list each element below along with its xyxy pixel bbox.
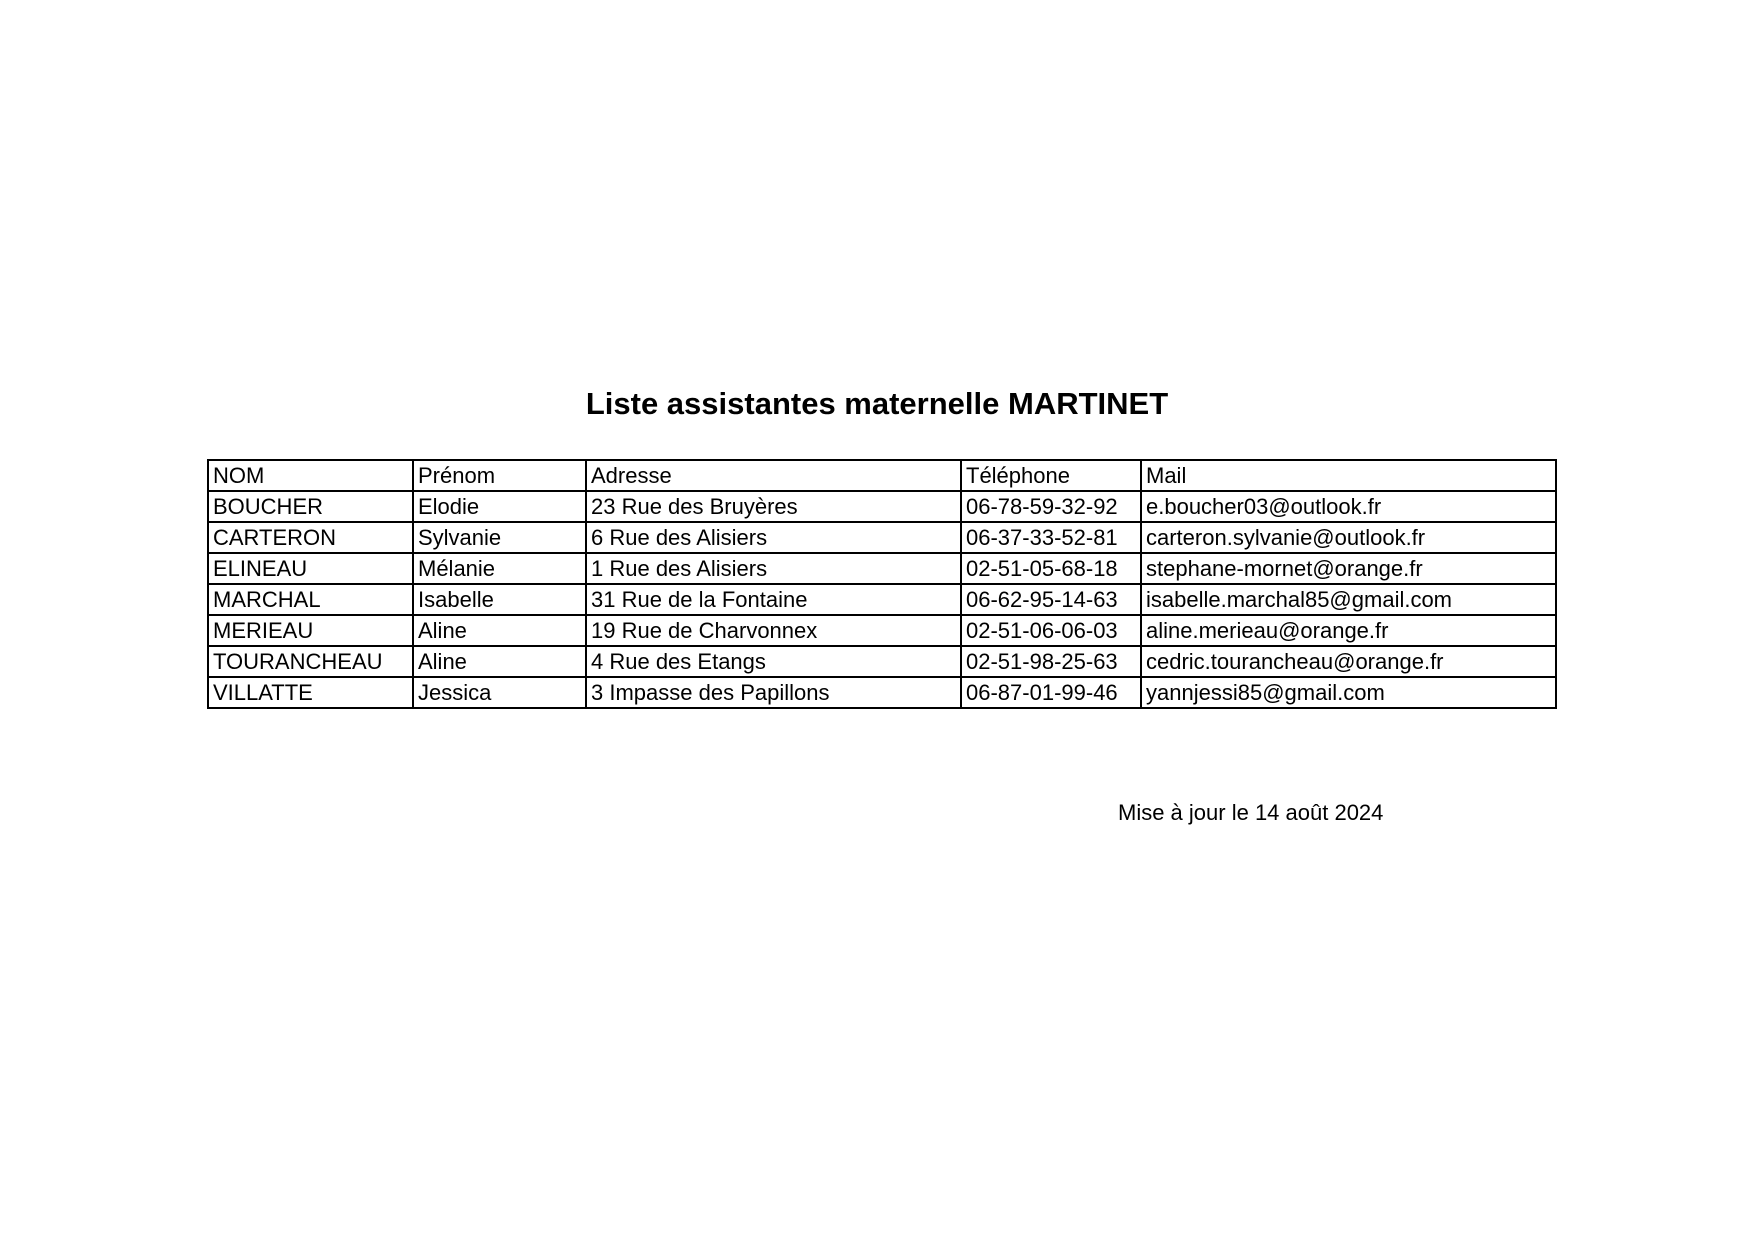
cell-nom: VILLATTE (208, 677, 413, 708)
table-row (208, 584, 1556, 615)
assistants-table (207, 459, 1557, 709)
cell-prenom: Elodie (413, 491, 586, 522)
table-row (208, 646, 1556, 677)
cell-mail: aline.merieau@orange.fr (1141, 615, 1556, 646)
page-title: Liste assistantes maternelle MARTINET (585, 386, 1169, 421)
cell-mail: stephane-mornet@orange.fr (1141, 553, 1556, 584)
cell-telephone: 06-87-01-99-46 (961, 677, 1141, 708)
cell-telephone: 02-51-98-25-63 (961, 646, 1141, 677)
cell-prenom: Aline (413, 646, 586, 677)
cell-nom: TOURANCHEAU (208, 646, 413, 677)
cell-adresse: 4 Rue des Etangs (586, 646, 961, 677)
cell-prenom: Isabelle (413, 584, 586, 615)
table-row (208, 522, 1556, 553)
cell-mail: isabelle.marchal85@gmail.com (1141, 584, 1556, 615)
header-nom: NOM (208, 460, 413, 491)
cell-nom: ELINEAU (208, 553, 413, 584)
table-row (208, 491, 1556, 522)
cell-nom: BOUCHER (208, 491, 413, 522)
cell-nom: MERIEAU (208, 615, 413, 646)
cell-mail: cedric.tourancheau@orange.fr (1141, 646, 1556, 677)
cell-prenom: Mélanie (413, 553, 586, 584)
cell-telephone: 02-51-06-06-03 (961, 615, 1141, 646)
last-updated-note: Mise à jour le 14 août 2024 (1118, 800, 1384, 825)
cell-adresse: 1 Rue des Alisiers (586, 553, 961, 584)
cell-prenom: Sylvanie (413, 522, 586, 553)
table-header-row (208, 460, 1556, 491)
cell-telephone: 06-78-59-32-92 (961, 491, 1141, 522)
cell-mail: carteron.sylvanie@outlook.fr (1141, 522, 1556, 553)
cell-telephone: 02-51-05-68-18 (961, 553, 1141, 584)
cell-prenom: Aline (413, 615, 586, 646)
cell-adresse: 23 Rue des Bruyères (586, 491, 961, 522)
table-row (208, 615, 1556, 646)
cell-telephone: 06-62-95-14-63 (961, 584, 1141, 615)
cell-adresse: 6 Rue des Alisiers (586, 522, 961, 553)
header-adresse: Adresse (586, 460, 961, 491)
cell-telephone: 06-37-33-52-81 (961, 522, 1141, 553)
cell-prenom: Jessica (413, 677, 586, 708)
header-prenom: Prénom (413, 460, 586, 491)
cell-adresse: 19 Rue de Charvonnex (586, 615, 961, 646)
table-row (208, 677, 1556, 708)
cell-adresse: 3 Impasse des Papillons (586, 677, 961, 708)
header-mail: Mail (1141, 460, 1556, 491)
header-telephone: Téléphone (961, 460, 1141, 491)
cell-nom: CARTERON (208, 522, 413, 553)
table-row (208, 553, 1556, 584)
cell-nom: MARCHAL (208, 584, 413, 615)
cell-mail: yannjessi85@gmail.com (1141, 677, 1556, 708)
cell-adresse: 31 Rue de la Fontaine (586, 584, 961, 615)
cell-mail: e.boucher03@outlook.fr (1141, 491, 1556, 522)
